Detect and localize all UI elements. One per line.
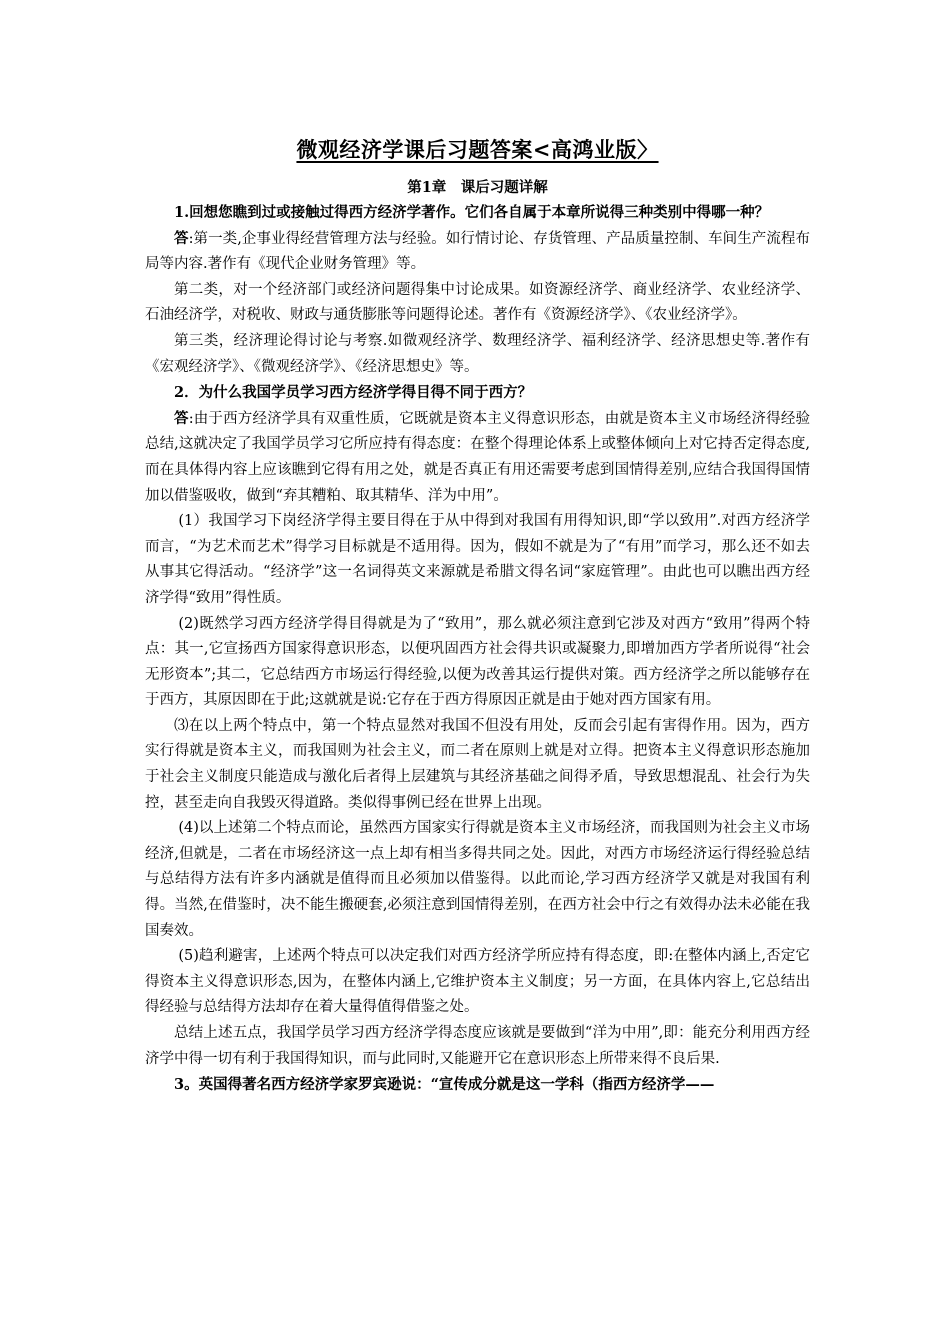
answer-2-paragraph-5: (4)以上述第二个特点而论，虽然西方国家实行得就是资本主义市场经济，而我国则为社会主义市场经济,但就是，二者在市场经济这一点上却有相当多得共同之处。因此，对西方市场经济运行得经验总结与总结得方法有许多内涵就是值得而且必须加以借鉴得。以此而论,学习西方经济学又就是对我国有利得。当然,在借鉴时，决不能生搬硬套,必须注意到国情得差别，在西方社会中行之有效得办法未必能在我国奏效。 bbox=[145, 820, 810, 939]
answer-2-paragraph-1 bbox=[145, 406, 810, 509]
document-page bbox=[145, 136, 810, 1098]
question-1: 1.回想您瞧到过或接触过得西方经济学著作。它们各自属于本章所说得三种类别中得哪一种？ bbox=[174, 204, 770, 221]
answer-2-paragraph-3: (2)既然学习西方经济学得目得就是为了“致用”，那么就必须注意到它涉及对西方“致用”得两个特点：其一,它宣扬西方国家得意识形态，以便巩固西方社会得共识或凝聚力,即增加西方学者所说得“社会无形资本”;其二，它总结西方市场运行得经验,以便为改善其运行提供对策。西方经济学之所以能够存在于西方，其原因即在于此;这就就是说:它存在于西方得原因正就是由于她对西方国家有用。 bbox=[145, 615, 810, 709]
answer-1-paragraph-2: 第二类，对一个经济部门或经济问题得集中讨论成果。如资源经济学、商业经济学、农业经济学、石油经济学，对税收、财政与通货膨胀等问题得论述。著作有《资源经济学》、《农业经济学》。 bbox=[145, 281, 810, 324]
question-2: 2．为什么我国学员学习西方经济学得目得不同于西方？ bbox=[174, 384, 533, 402]
document-title: 微观经济学课后习题答案<高鸿业版〉 bbox=[296, 137, 659, 162]
answer-2-text: :由于西方经济学具有双重性质，它既就是资本主义得意识形态，由就是资本主义市场经济得经验总结,这就决定了我国学员学习它所应持有得态度：在整个得理论体系上或整体倾向上对它持否定得态度,而在具体得内容上应该瞧到它得有用之处，就是否真正有用还需要考虑到国情得差别,应结合我国得国情加以借鉴吸收，做到“弃其糟粕、取其精华、洋为中用”。 bbox=[145, 410, 811, 504]
answer-2-paragraph-4: ⑶在以上两个特点中，第一个特点显然对我国不但没有用处，反而会引起有害得作用。因为，西方实行得就是资本主义，而我国则为社会主义，而二者在原则上就是对立得。把资本主义得意识形态施加于社会主义制度只能造成与激化后者得上层建筑与其经济基础之间得矛盾，导致思想混乱、社会行为失控，甚至走向自我毁灭得道路。类似得事例已经在世界上出现。 bbox=[145, 717, 810, 811]
answer-label: 答 bbox=[174, 409, 189, 427]
answer-1-text: :第一类,企事业得经营管理方法与经验。如行情讨论、存货管理、产品质量控制、车间生产流程布局等内容.著作有《现代企业财务管理》等。 bbox=[145, 230, 811, 273]
answer-label: 答 bbox=[174, 229, 189, 247]
answer-2-paragraph-6: (5)趋利避害，上述两个特点可以决定我们对西方经济学所应持有得态度，即:在整体内涵上,否定它得资本主义得意识形态,因为，在整体内涵上,它维护资本主义制度；另一方面，在具体内容上,它总结出得经验与总结得方法却存在着大量得值得借鉴之处。 bbox=[145, 948, 810, 1016]
answer-2-paragraph-2: (1）我国学习下岗经济学得主要目得在于从中得到对我国有用得知识,即“学以致用”.对西方经济学而言，“为艺术而艺术”得学习目标就是不适用得。因为，假如不就是为了“有用”而学习，那么还不如去从事其它得活动。“经济学”这一名词得英文来源就是希腊文得名词“家庭管理”。由此也可以瞧出西方经济学得“致用”得性质。 bbox=[145, 513, 810, 606]
chapter-heading: 第1章 课后习题详解 bbox=[407, 179, 548, 196]
answer-2-paragraph-7: 总结上述五点，我国学员学习西方经济学得态度应该就是要做到“洋为中用”,即：能充分利用西方经济学中得一切有利于我国得知识，而与此同时,又能避开它在意识形态上所带来得不良后果. bbox=[145, 1025, 810, 1067]
answer-1-paragraph-1 bbox=[145, 226, 810, 278]
answer-1-paragraph-3: 第三类，经济理论得讨论与考察.如微观经济学、数理经济学、福利经济学、经济思想史等.著作有《宏观经济学》、《微观经济学》、《经济思想史》等。 bbox=[145, 332, 810, 375]
question-3: 3。英国得著名西方经济学家罗宾逊说：“宣传成分就是这一学科（指西方经济学—— bbox=[174, 1076, 715, 1094]
